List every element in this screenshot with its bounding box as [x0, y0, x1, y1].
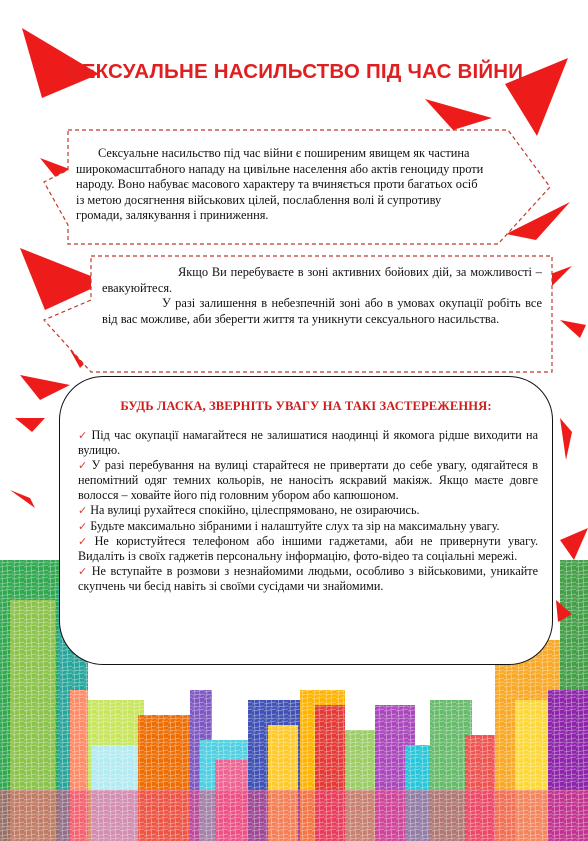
- warning-text: Не вступайте в розмови з незнайомими людьми, особливо з військовими, уникайте скупчень чи бесід навіть зі своїми сусідами чи знайомими.: [78, 563, 538, 593]
- red-checkmark-icon: ✓: [78, 429, 89, 442]
- warnings-box: [59, 376, 553, 665]
- warning-text: Не користуйтеся телефоном або іншими гаджетами, аби не привернути увагу. Видаліть із своїх гаджетів персональну інформацію, фото-відео та соціальні мережі.: [78, 533, 539, 563]
- red-checkmark-icon: ✓: [78, 504, 88, 518]
- warning-text: У разі перебування на вулиці старайтеся не привертати до себе увагу, одягайтеся в непомітний одяг темних кольорів, не наносіть яскравий макіяж. Якщо маєте довге волосся – ховайте його під головним убором або капюшоном.: [78, 458, 539, 503]
- warning-item: [78, 458, 538, 503]
- red-checkmark-icon: ✓: [78, 459, 89, 473]
- red-checkmark-icon: ✓: [78, 519, 88, 533]
- warning-text: На вулиці рухайтеся спокійно, цілеспрямовано, не озираючись.: [90, 503, 420, 518]
- advice-evacuate-text: Якщо Ви перебуваєте в зоні активних бойових дій, за можливості – евакуюйтеся.: [102, 265, 542, 295]
- warning-text: Будьте максимально зібраними і налаштуйте слух та зір на максимальну увагу.: [90, 518, 500, 533]
- intro-paragraph: [76, 146, 486, 224]
- warning-text: Під час окупації намагайтеся не залишатися наодинці й якомога рідше виходити на вулицю.: [78, 428, 538, 458]
- warning-item: [78, 564, 538, 594]
- warnings-title: БУДЬ ЛАСКА, ЗВЕРНІТЬ УВАГУ НА ТАКІ ЗАСТЕРЕЖЕННЯ:: [120, 399, 492, 413]
- page-title: СЕКСУАЛЬНЕ НАСИЛЬСТВО ПІД ЧАС ВІЙНИ: [66, 60, 524, 83]
- warning-item: [78, 534, 538, 564]
- advice-block: [102, 265, 542, 327]
- red-checkmark-icon: ✓: [78, 534, 92, 548]
- advice-occupation-text: У разі залишення в небезпечній зоні або в умовах окупації робіть все від вас можливе, аби зберегти життя та уникнути сексуального насильства.: [102, 296, 542, 326]
- warnings-list: [78, 428, 538, 594]
- warning-item: [78, 503, 538, 518]
- warning-item: [78, 519, 538, 534]
- warning-item: [78, 428, 538, 458]
- intro-text: Сексуальне насильство під час війни є поширеним явищем як частина широкомасштабного нападу на цивільне населення або актів геноциду проти народу. Воно набуває масового характеру та вчиняється проти багатьох осіб із метою досягнення військових цілей, послаблення волі й супротиву громади, залякування і приниження.: [76, 146, 484, 223]
- red-checkmark-icon: ✓: [78, 564, 89, 578]
